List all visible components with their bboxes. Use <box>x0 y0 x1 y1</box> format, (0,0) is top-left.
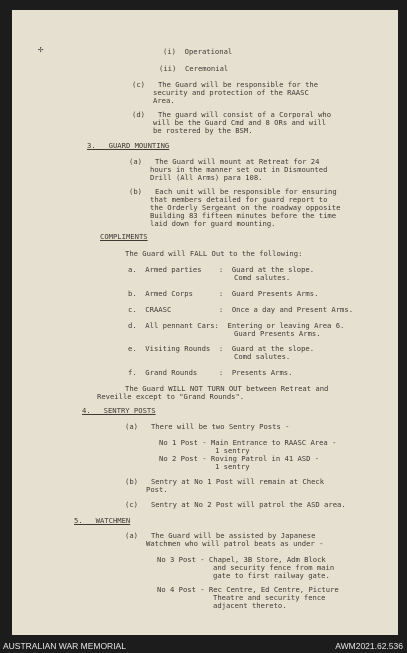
heading-watchmen: 5. WATCHMEN <box>74 516 131 525</box>
mount-b-line4: Building 83 fifteen minutes before the time <box>150 211 337 220</box>
sentry-b-line1: (b) Sentry at No 1 Post will remain at Check <box>125 477 325 486</box>
compliment-b: b. Armed Corps : Guard Presents Arms. <box>128 289 319 298</box>
watch-post3-cont1: and security fence from main <box>213 563 335 572</box>
mount-a-line3: Drill (All Arms) para 108. <box>150 173 263 182</box>
heading-sentry-posts: 4. SENTRY POSTS <box>82 406 156 415</box>
document-page <box>12 10 398 635</box>
archive-footer <box>0 640 407 653</box>
sentry-post2: No 2 Post - Roving Patrol in 41 ASD - <box>159 454 320 463</box>
compliment-e-cont: Comd salutes. <box>234 352 291 361</box>
mount-a-line2: hours in the manner set out in Dismounted <box>150 165 328 174</box>
para-c-line2: security and protection of the RAASC <box>153 88 309 97</box>
watchmen-a-line1: (a) The Guard will be assisted by Japanese <box>125 531 316 540</box>
item-ceremonial: (ii) Ceremonial <box>159 64 229 73</box>
para-c-line1: (c) The Guard will be responsible for the <box>132 80 319 89</box>
mount-b-line3: the Orderly Sergeant on the roadway opposite <box>150 203 341 212</box>
watch-post4-cont1: Theatre and security fence <box>213 593 326 602</box>
para-c-line3: Area. <box>153 96 175 105</box>
sentry-post1-cont: 1 sentry <box>215 446 250 455</box>
para-d-line1: (d) The guard will consist of a Corporal who <box>132 110 332 119</box>
sentry-post1: No 1 Post - Main Entrance to RAASC Area - <box>159 438 337 447</box>
compliment-f: f. Grand Rounds : Presents Arms. <box>128 368 293 377</box>
para-d-line2: will be the Guard Cmd and 8 ORs and will <box>153 118 327 127</box>
compliment-d-cont: Guard Presents Arms. <box>234 329 321 338</box>
punch-hole-mark-icon: ✢ <box>38 45 44 55</box>
footer-institution: AUSTRALIAN WAR MEMORIAL <box>3 641 126 651</box>
sentry-post2-cont: 1 sentry <box>215 462 250 471</box>
watchmen-a-line2: Watchmen who will patrol beats as under - <box>146 539 324 548</box>
compliment-a: a. Armed parties : Guard at the slope. <box>128 265 315 274</box>
mount-b-line2: that members detailed for guard report to <box>150 195 328 204</box>
watch-post4: No 4 Post - Rec Centre, Ed Centre, Picture <box>157 585 339 594</box>
compliment-c: c. CRAASC : Once a day and Present Arms. <box>128 305 354 314</box>
turnout-line1: The Guard WILL NOT TURN OUT between Retreat and <box>125 384 329 393</box>
mount-b-line5: laid down for guard mounting. <box>150 219 276 228</box>
para-d-line3: be rostered by the BSM. <box>153 126 253 135</box>
heading-guard-mounting: 3. GUARD MOUNTING <box>87 141 170 150</box>
mount-b-line1: (b) Each unit will be responsible for ensuring <box>129 187 337 196</box>
compliments-intro: The Guard will FALL Out to the following: <box>125 249 303 258</box>
sentry-a: (a) There will be two Sentry Posts - <box>125 422 290 431</box>
sentry-b-line2: Post. <box>146 485 168 494</box>
watch-post3: No 3 Post - Chapel, 3B Store, Adm Block <box>157 555 326 564</box>
footer-accession-number: AWM2021.62.536 <box>335 641 403 651</box>
turnout-line2: Reveille except to "Grand Rounds". <box>97 392 245 401</box>
mount-a-line1: (a) The Guard will mount at Retreat for 24 <box>129 157 320 166</box>
compliment-d: d. All pennant Cars: Entering or leaving Area 6. <box>128 321 345 330</box>
compliment-a-cont: Comd salutes. <box>234 273 291 282</box>
heading-compliments: COMPLIMENTS <box>100 232 148 241</box>
sentry-c: (c) Sentry at No 2 Post will patrol the ASD area. <box>125 500 346 509</box>
item-operational: (i) Operational <box>163 47 233 56</box>
watch-post3-cont2: gate to first railway gate. <box>213 571 330 580</box>
compliment-e: e. Visiting Rounds : Guard at the slope. <box>128 344 315 353</box>
watch-post4-cont2: adjacent thereto. <box>213 601 287 610</box>
